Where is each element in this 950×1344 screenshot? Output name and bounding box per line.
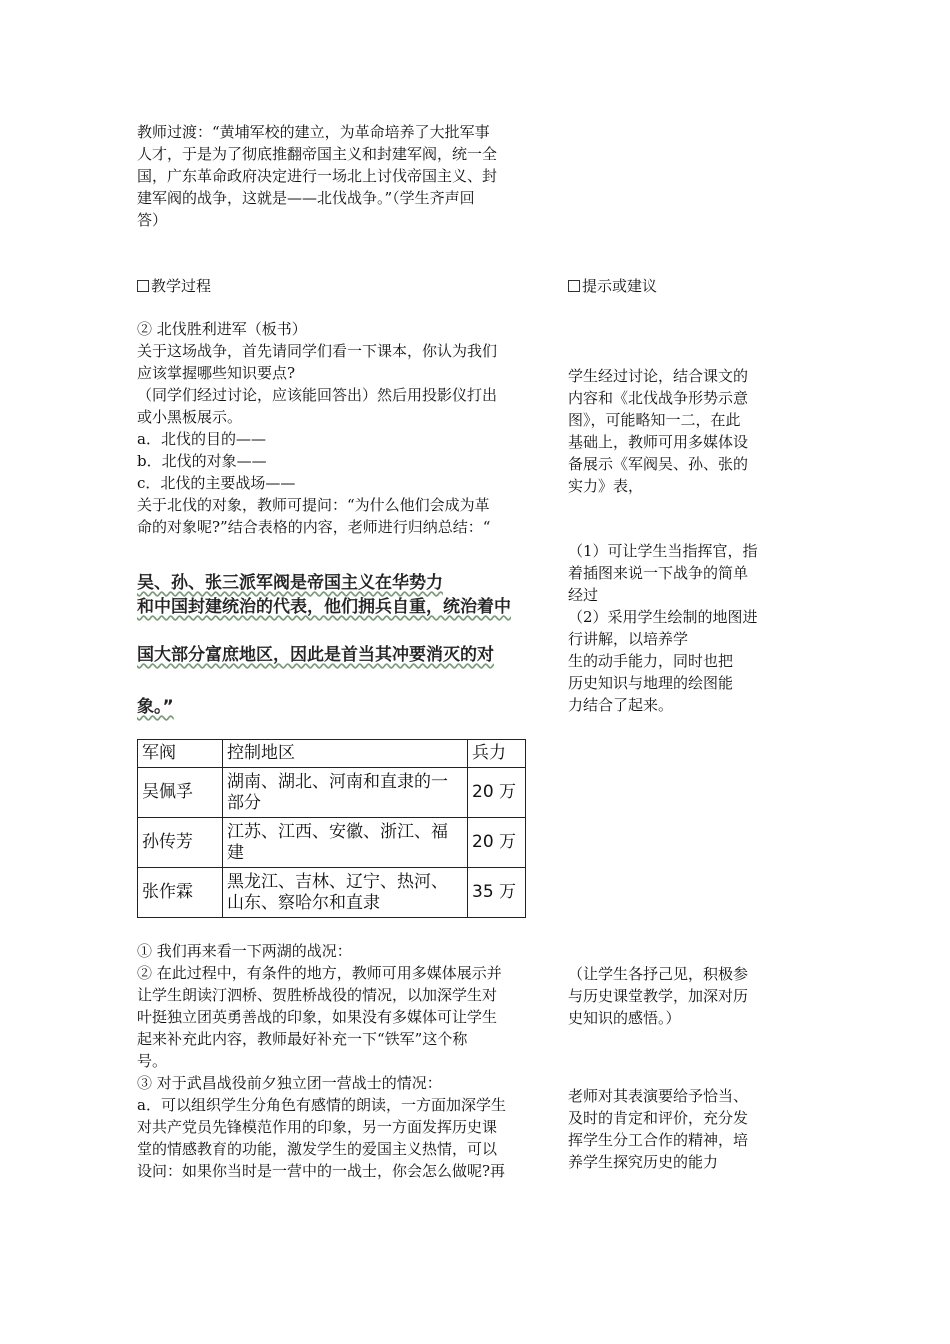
tip-line: 经过 — [568, 586, 599, 604]
troop-strength: 35 万 — [468, 868, 526, 918]
tip-line: 着插图来说一下战争的简单 — [568, 564, 749, 582]
intro-paragraph — [137, 121, 557, 231]
warlord-name: 张作霖 — [138, 868, 223, 918]
intro-line: 国，广东革命政府决定进行一场北上讨伐帝国主义、封 — [137, 167, 498, 185]
header-teaching-process — [137, 275, 211, 297]
tip-line: 基础上，教师可用多媒体设 — [568, 433, 749, 451]
tip-performance-feedback — [568, 1085, 788, 1173]
controlled-regions: 黑龙江、吉林、辽宁、热河、山东、察哈尔和直隶 — [223, 868, 468, 918]
tip-line: 内容和《北伐战争形势示意 — [568, 389, 749, 407]
main-line: ① 我们再来看一下两湖的战况： — [137, 942, 352, 960]
tip-line: 与历史课堂教学，加深对历 — [568, 987, 749, 1005]
main-line: 设问：如果你当时是一营中的一战士，你会怎么做呢?再 — [137, 1162, 506, 1180]
tip-line: 生的动手能力，同时也把 — [568, 652, 734, 670]
controlled-regions: 江苏、江西、安徽、浙江、福建 — [223, 818, 468, 868]
column-header: 控制地区 — [223, 740, 468, 768]
tip-line: （2）采用学生绘制的地图进 — [568, 608, 758, 626]
tip-line: 史知识的感悟。） — [568, 1009, 681, 1027]
controlled-regions: 湖南、湖北、河南和直隶的一部分 — [223, 768, 468, 818]
main-line: 应该掌握哪些知识要点? — [137, 364, 296, 382]
tip-line: 行讲解，以培养学 — [568, 630, 689, 648]
main-line: ② 北伐胜利进军（板书） — [137, 320, 307, 338]
main-line: 命的对象呢?”结合表格的内容，老师进行归纳总结：“ — [137, 518, 491, 536]
tip-line: 老师对其表演要给予恰当、 — [568, 1087, 749, 1105]
troop-strength: 20 万 — [468, 818, 526, 868]
tip-line: 实力》表， — [568, 477, 644, 495]
table-row — [138, 768, 526, 818]
tip-discussion — [568, 365, 788, 497]
main-line: b．北伐的对象—— — [137, 452, 267, 470]
tip-class-participation — [568, 963, 788, 1029]
main-line: 关于这场战争，首先请同学们看一下课本，你认为我们 — [137, 342, 498, 360]
main-section-a — [137, 318, 557, 538]
troop-strength: 20 万 — [468, 768, 526, 818]
summary-line: 象。” — [137, 697, 174, 717]
main-line: ③ 对于武昌战役前夕独立团一营战士的情况： — [137, 1074, 442, 1092]
tip-line: 历史知识与地理的绘图能 — [568, 674, 734, 692]
tip-line: 力结合了起来。 — [568, 696, 674, 714]
main-line: ② 在此过程中，有条件的地方，教师可用多媒体展示并 — [137, 964, 502, 982]
table-row — [138, 818, 526, 868]
table-row — [138, 868, 526, 918]
tip-line: 图》，可能略知一二，在此 — [568, 411, 741, 429]
warlord-table — [137, 739, 526, 918]
main-section-b — [137, 940, 557, 1182]
summary-quote — [137, 562, 557, 722]
main-line: 堂的情感教育的功能，激发学生的爱国主义热情，可以 — [137, 1140, 498, 1158]
table-header-row — [138, 740, 526, 768]
main-line: 对共产党员先锋模范作用的印象，另一方面发挥历史课 — [137, 1118, 498, 1136]
warlord-name: 孙传芳 — [138, 818, 223, 868]
summary-line: 吴、孙、张三派军阀是帝国主义在华势力 — [137, 573, 443, 593]
main-line: 让学生朗读汀泗桥、贺胜桥战役的情况，以加深学生对 — [137, 986, 498, 1004]
summary-line: 和中国封建统治的代表，他们拥兵自重，统治着中 — [137, 597, 511, 617]
main-line: 关于北伐的对象，教师可提问：“为什么他们会成为革 — [137, 496, 490, 514]
main-line: 叶挺独立团英勇善战的印象，如果没有多媒体可让学生 — [137, 1008, 498, 1026]
main-line: c．北伐的主要战场—— — [137, 474, 296, 492]
intro-line: 教师过渡：“黄埔军校的建立，为革命培养了大批军事 — [137, 123, 490, 141]
tip-line: 学生经过讨论，结合课文的 — [568, 367, 749, 385]
tip-line: 养学生探究历史的能力 — [568, 1153, 719, 1171]
checkbox-square-icon — [568, 280, 580, 292]
intro-line: 答） — [137, 211, 168, 229]
checkbox-square-icon — [137, 280, 149, 292]
summary-line: 国大部分富庶地区，因此是首当其冲要消灭的对 — [137, 645, 494, 665]
main-line: 或小黑板展示。 — [137, 408, 243, 426]
tip-line: 挥学生分工合作的精神，培 — [568, 1131, 749, 1149]
header-right-label: 提示或建议 — [582, 277, 658, 295]
warlord-name: 吴佩孚 — [138, 768, 223, 818]
column-header: 兵力 — [468, 740, 526, 768]
tip-line: 备展示《军阀吴、孙、张的 — [568, 455, 749, 473]
main-line: （同学们经过讨论，应该能回答出）然后用投影仪打出 — [137, 386, 498, 404]
main-line: 号。 — [137, 1052, 168, 1070]
intro-line: 建军阀的战争，这就是——北伐战争。”（学生齐声回 — [137, 189, 475, 207]
tip-line: （让学生各抒己见，积极参 — [568, 965, 749, 983]
tip-line: （1）可让学生当指挥官，指 — [568, 542, 758, 560]
tip-line: 及时的肯定和评价，充分发 — [568, 1109, 749, 1127]
header-left-label: 教学过程 — [151, 277, 212, 295]
main-line: a．可以组织学生分角色有感情的朗读，一方面加深学生 — [137, 1096, 506, 1114]
main-line: a．北伐的目的—— — [137, 430, 266, 448]
tip-map-activity — [568, 540, 788, 716]
header-suggestions — [568, 275, 657, 297]
column-header: 军阀 — [138, 740, 223, 768]
intro-line: 人才，于是为了彻底推翻帝国主义和封建军阀，统一全 — [137, 145, 498, 163]
main-line: 起来补充此内容，教师最好补充一下“铁军”这个称 — [137, 1030, 468, 1048]
